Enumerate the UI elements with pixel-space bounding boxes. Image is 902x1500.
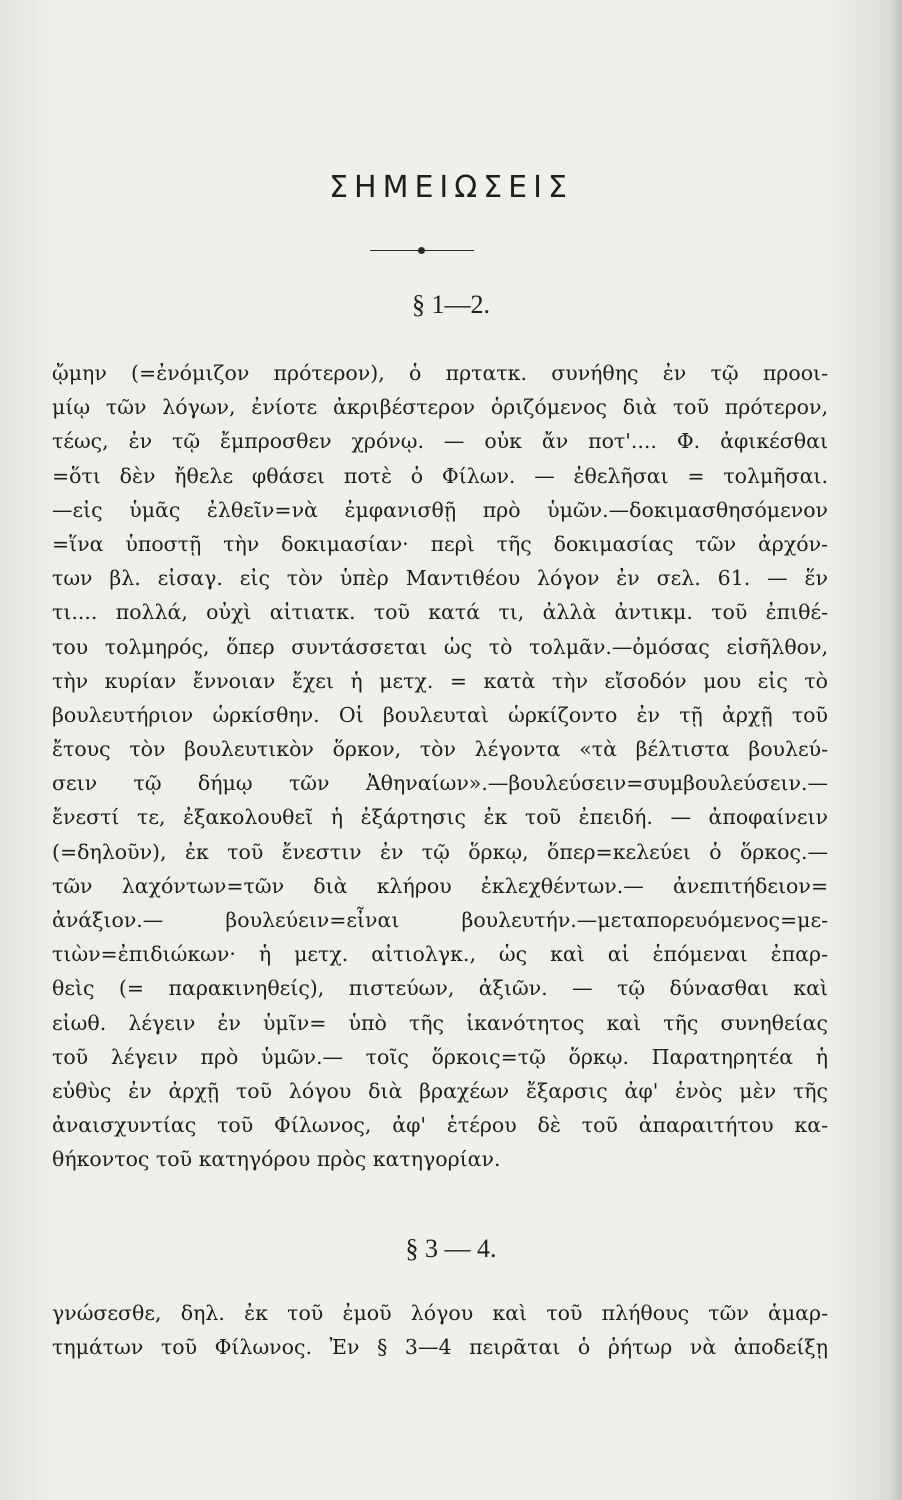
text-line: ἀνάξιον.— βουλεύειν=εἶναι βουλευτήν.—μεταπορευόμενος=με- <box>52 908 828 932</box>
text-line: τημάτων τοῦ Φίλωνος. Ἐν § 3—4 πειρᾶται ὁ ῥήτωρ νὰ ἀποδείξῃ <box>52 1335 828 1360</box>
text-line: μίῳ τῶν λόγων, ἐνίοτε ἀκριβέστερον ὁριζόμενος διὰ τοῦ πρότερον, <box>52 395 828 420</box>
text-line: ἔτους τὸν βουλευτικὸν ὅρκον, τὸν λέγοντα «τὰ βέλτιστα βουλεύ- <box>52 737 828 762</box>
page-edge-shadow <box>888 0 902 1500</box>
text-line: των βλ. εἰσαγ. εἰς τὸν ὑπὲρ Μαντιθέου λόγον ἐν σελ. 61. — ἕν <box>52 566 828 591</box>
text-line: =ἵνα ὑποστῇ τὴν δοκιμασίαν· περὶ τῆς δοκιμασίας τῶν ἀρχόν- <box>52 531 828 556</box>
text-line: τιὼν=ἐπιδιώκων· ἡ μετχ. αἰτιολγκ., ὡς καὶ αἱ ἑπόμεναι ἐπαρ- <box>52 942 828 967</box>
text-line: τι.... πολλά, οὐχὶ αἰτιατκ. τοῦ κατά τι, ἀλλὰ ἀντικμ. τοῦ ἐπιθέ- <box>52 600 828 625</box>
heading-ornament <box>370 246 474 256</box>
section-body-1-2 <box>52 356 828 1177</box>
text-line: ἀναισχυντίας τοῦ Φίλωνος, ἀφ' ἑτέρου δὲ τοῦ ἀπαραιτήτου κα- <box>52 1113 828 1138</box>
text-line: σειν τῷ δήμῳ τῶν Ἀθηναίων».—βουλεύσειν=συμβουλεύσειν.— <box>52 771 828 796</box>
text-line: τέως, ἐν τῷ ἔμπροσθεν χρόνῳ. — οὐκ ἄν ποτ'.... Φ. ἀφικέσθαι <box>52 429 828 454</box>
text-line: γνώσεσθε, δηλ. ἐκ τοῦ ἐμοῦ λόγου καὶ τοῦ πλήθους τῶν ἁμαρ- <box>52 1301 828 1325</box>
text-line: (=δηλοῦν), ἐκ τοῦ ἔνεστιν ἐν τῷ ὅρκῳ, ὅπερ=κελεύει ὁ ὅρκος.— <box>52 839 828 864</box>
page-heading: ΣΗΜΕΙΩΣΕΙΣ <box>329 170 573 205</box>
text-line: θήκοντος τοῦ κατηγόρου πρὸς κατηγορίαν. <box>52 1147 501 1172</box>
section-title-1-2: § 1—2. <box>412 290 490 319</box>
text-line: ᾤμην (=ἐνόμιζον πρότερον), ὁ πρτατκ. συνήθης ἐν τῷ προοι- <box>52 361 828 385</box>
text-line: εἰωθ. λέγειν ἐν ὑμῖν= ὑπὸ τῆς ἱκανότητος καὶ τῆς συνηθείας <box>52 1010 828 1035</box>
section-title-3-4: § 3 — 4. <box>405 1234 497 1263</box>
text-line: —εἰς ὑμᾶς ἐλθεῖν=νὰ ἐμφανισθῇ πρὸ ὑμῶν.—δοκιμασθησόμενον <box>52 497 828 522</box>
text-line: εὐθὺς ἐν ἀρχῇ τοῦ λόγου διὰ βραχέων ἔξαρσις ἀφ' ἑνὸς μὲν τῆς <box>52 1078 828 1103</box>
text-line: θεὶς (= παρακινηθείς), πιστεύων, ἀξιῶν. — τῷ δύνασθαι καὶ <box>52 976 828 1001</box>
text-line: =ὅτι δὲν ἤθελε φθάσει ποτὲ ὁ Φίλων. — ἐθελῆσαι = τολμῆσαι. <box>52 463 828 488</box>
text-line: τοῦ λέγειν πρὸ ὑμῶν.— τοῖς ὅρκοις=τῷ ὅρκῳ. Παρατηρητέα ἡ <box>52 1044 828 1069</box>
section-body-3-4 <box>52 1296 828 1364</box>
text-line: ἔνεστί τε, ἐξακολουθεῖ ἡ ἐξάρτησις ἐκ τοῦ ἐπειδή. — ἀποφαίνειν <box>52 805 828 830</box>
text-line: τὴν κυρίαν ἔννοιαν ἔχει ἡ μετχ. = κατὰ τὴν εἴσοδόν μου εἰς τὸ <box>52 668 828 693</box>
ornament-dot <box>418 247 425 254</box>
text-line: τῶν λαχόντων=τῶν διὰ κλήρου ἐκλεχθέντων.— ἀνεπιτήδειον= <box>52 873 828 898</box>
text-line: βουλευτήριον ὡρκίσθην. Οἱ βουλευταὶ ὡρκίζοντο ἐν τῇ ἀρχῇ τοῦ <box>52 702 828 727</box>
text-line: του τολμηρός, ὅπερ συντάσσεται ὡς τὸ τολμᾶν.—ὀμόσας εἰσῆλθον, <box>52 634 828 659</box>
